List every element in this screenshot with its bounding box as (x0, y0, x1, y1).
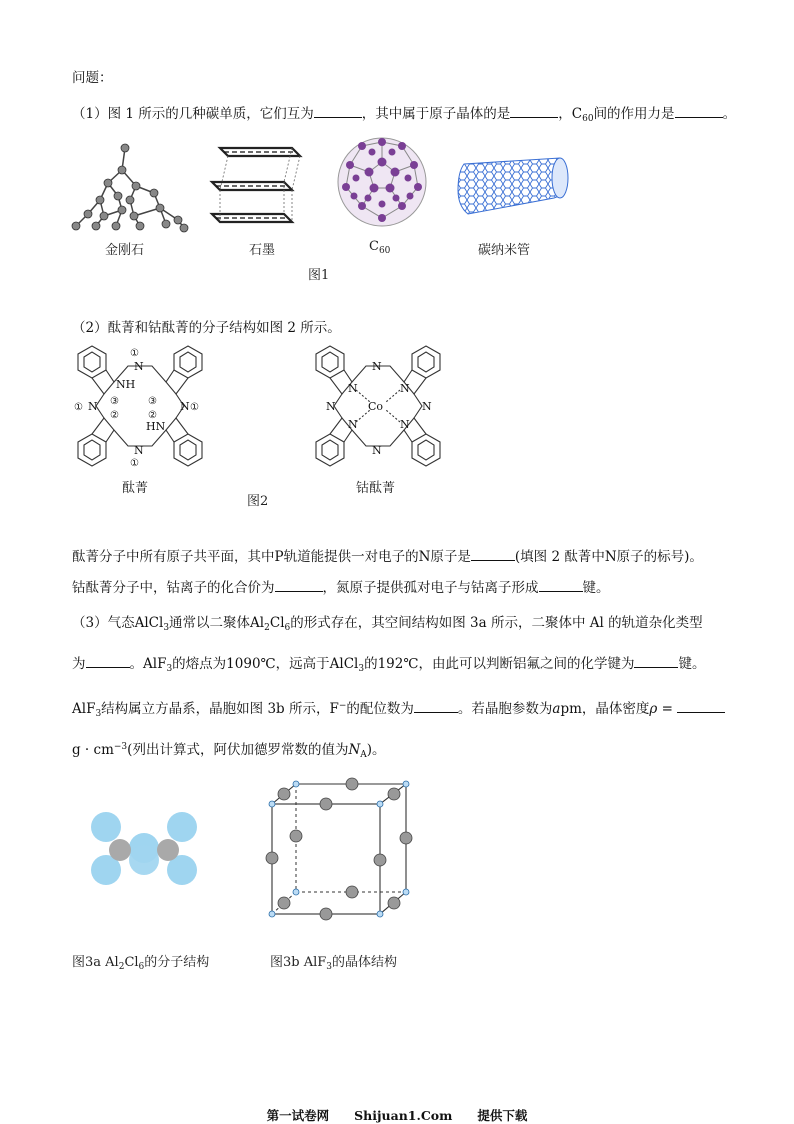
pc-mark-1a: ① (130, 348, 139, 359)
question-1 (72, 104, 736, 128)
copc-co: Co (368, 400, 384, 413)
label-phthalocyanine: 酞菁 (122, 481, 149, 496)
copc-n-inner-4: N (400, 418, 410, 431)
pc-mark-1c: ① (74, 402, 83, 413)
cap3b-sub3: 3 (326, 962, 333, 972)
q3-l4-sub-a: A (360, 750, 367, 760)
q3-l1-b: 通常以二聚体 (169, 615, 251, 631)
label-c60-sub: 60 (378, 246, 391, 256)
label-graphite: 石墨 (249, 243, 276, 258)
q3-l3-a: 结构属立方晶系，晶胞如图 3b 所示，F (101, 701, 339, 717)
label-cobalt-phthalocyanine: 钴酞菁 (356, 481, 396, 496)
q1-text-c: ，C (558, 106, 583, 122)
c60-fullerene-figure (332, 132, 432, 232)
q1-text-d: 间的作用力是 (593, 106, 675, 122)
copc-n-inner-3: N (348, 418, 358, 431)
graphite-structure-figure (206, 138, 306, 233)
q3-l3-d: pm，晶体密度 (560, 701, 650, 717)
q3-l3-sub3: 3 (95, 709, 102, 719)
pc-n-bottom: N (134, 444, 144, 457)
q3-l1-cl: Cl (269, 615, 285, 631)
q3-l4-b: )。 (366, 742, 386, 758)
q3-l2-sub3b: 3 (358, 664, 365, 674)
q1-text-e: 。 (722, 106, 737, 122)
q3-blank-4[interactable] (677, 699, 725, 713)
q3-line-1 (72, 614, 703, 637)
pc-mark-3a: ③ (110, 396, 119, 407)
q3-blank-1[interactable] (86, 654, 130, 668)
label-c60 (369, 239, 390, 256)
cap3b-a: 图3b AlF (270, 955, 327, 970)
cap3a-b: 的分子结构 (144, 955, 210, 970)
q3-l4-unit: g · cm (72, 742, 114, 758)
q3-line-3 (72, 697, 725, 723)
pc-hn: HN (146, 420, 166, 433)
q3-l4-sup: −3 (113, 742, 128, 752)
q2-p2-text-a: 钴酞菁分子中，钴离子的化合价为 (72, 580, 275, 596)
copc-n-inner-1: N (348, 382, 358, 395)
page-footer: 第一试卷网 Shijuan1.Com 提供下载 (266, 1108, 528, 1123)
q3-l3-alf: AlF (72, 701, 96, 717)
pc-mark-3b: ③ (148, 396, 157, 407)
q2-blank-1[interactable] (471, 547, 515, 561)
label-c60-c: C (369, 239, 379, 254)
copc-n-top: N (372, 360, 382, 373)
q3-l3-a-italic: a (552, 701, 561, 717)
q3-l1-sub3: 3 (163, 623, 170, 633)
carbon-nanotube-figure (458, 156, 570, 216)
q3-l1-al: Al (250, 615, 265, 631)
copc-n-right: N (422, 400, 432, 413)
q3-l1-sub6: 6 (284, 623, 291, 633)
diamond-structure-figure (70, 138, 190, 238)
copc-n-left: N (326, 400, 336, 413)
label-nanotube: 碳纳米管 (478, 243, 531, 258)
q3-l2-alf: 。AlF (129, 656, 167, 672)
q2-paragraph-2 (72, 578, 610, 597)
phthalocyanine-structure-figure (70, 342, 210, 472)
q2-p2-text-c: 键。 (582, 580, 610, 596)
question-2: （2）酞菁和钴酞菁的分子结构如图 2 所示。 (72, 320, 341, 336)
q3-l2-d: 键。 (678, 656, 706, 672)
pc-n-top: N (134, 360, 144, 373)
q2-p1-text-b: (填图 2 酞菁中N原子的标号)。 (514, 549, 703, 565)
pc-mark-2b: ② (148, 410, 157, 421)
figure-2-caption: 图2 (247, 494, 269, 509)
q1-text-b: ，其中属于原子晶体的是 (361, 106, 511, 122)
pc-mark-1b: ① (130, 458, 139, 469)
q3-l3-rho: ρ (649, 701, 658, 717)
copc-n-bottom: N (372, 444, 382, 457)
q3-l2-alcl: AlCl (329, 656, 359, 672)
pc-n-right: N (180, 400, 190, 413)
cobalt-phthalocyanine-structure-figure (308, 342, 448, 472)
q2-blank-2[interactable] (275, 578, 323, 592)
pc-n-left: N (88, 400, 98, 413)
q1-blank-1[interactable] (314, 104, 362, 118)
q1-text-a: （1）图 1 所示的几种碳单质，它们互为 (72, 106, 314, 122)
pc-mark-1d: ① (190, 402, 199, 413)
q1-sub-60: 60 (582, 114, 594, 124)
figure-3b-caption (270, 951, 397, 972)
cap3a-sub6: 6 (138, 962, 145, 972)
q3-blank-3[interactable] (414, 699, 458, 713)
q3-l2-sub3a: 3 (166, 664, 173, 674)
q2-p1-text-a: 酞菁分子中所有原子共平面，其中P轨道能提供一对电子的N原子是 (72, 549, 471, 565)
q2-blank-3[interactable] (539, 578, 583, 592)
q2-paragraph-1 (72, 547, 703, 566)
pc-nh: NH (116, 378, 136, 391)
q3-l4-a: (列出计算式，阿伏加德罗常数的值为 (127, 742, 349, 758)
copc-n-inner-2: N (400, 382, 410, 395)
alf3-crystal-cell-figure (264, 778, 414, 923)
cap3a-a: 图3a Al (72, 955, 119, 970)
pc-mark-2a: ② (110, 410, 119, 421)
figure-1-caption: 图1 (308, 268, 330, 283)
q3-l3-b: 的配位数为 (346, 701, 414, 717)
cap3a-sub2: 2 (118, 962, 125, 972)
label-diamond: 金刚石 (105, 243, 145, 258)
q3-l2-c: 的192℃，由此可以判断铝氟之间的化学键为 (364, 656, 635, 672)
al2cl6-molecule-figure (86, 812, 216, 892)
q3-line-4 (72, 738, 386, 764)
q2-p2-text-b: ，氮原子提供孤对电子与钴离子形成 (322, 580, 539, 596)
q3-l1-a: （3）气态 (72, 615, 135, 631)
q3-l1-sub2: 2 (264, 623, 270, 633)
q1-blank-3[interactable] (675, 104, 723, 118)
q3-l4-n: N (348, 742, 361, 758)
q3-line-2 (72, 654, 705, 678)
q3-l2-b: 的熔点为1090℃，远高于 (172, 656, 330, 672)
figure-3a-caption (72, 951, 209, 972)
q1-blank-2[interactable] (510, 104, 558, 118)
q3-l3-c: 。若晶胞参数为 (457, 701, 553, 717)
q3-blank-2[interactable] (634, 654, 678, 668)
cap3b-b: 的晶体结构 (332, 955, 398, 970)
q3-l2-a: 为 (72, 656, 86, 672)
q3-l3-sup-minus: − (338, 701, 347, 711)
section-title: 问题： (72, 70, 113, 86)
q3-l1-alcl: AlCl (134, 615, 164, 631)
q3-l3-eq: = (657, 701, 673, 717)
cap3a-cl: Cl (124, 955, 139, 970)
q3-l1-c: 的形式存在，其空间结构如图 3a 所示，二聚体中 Al 的轨道杂化类型 (290, 615, 703, 631)
